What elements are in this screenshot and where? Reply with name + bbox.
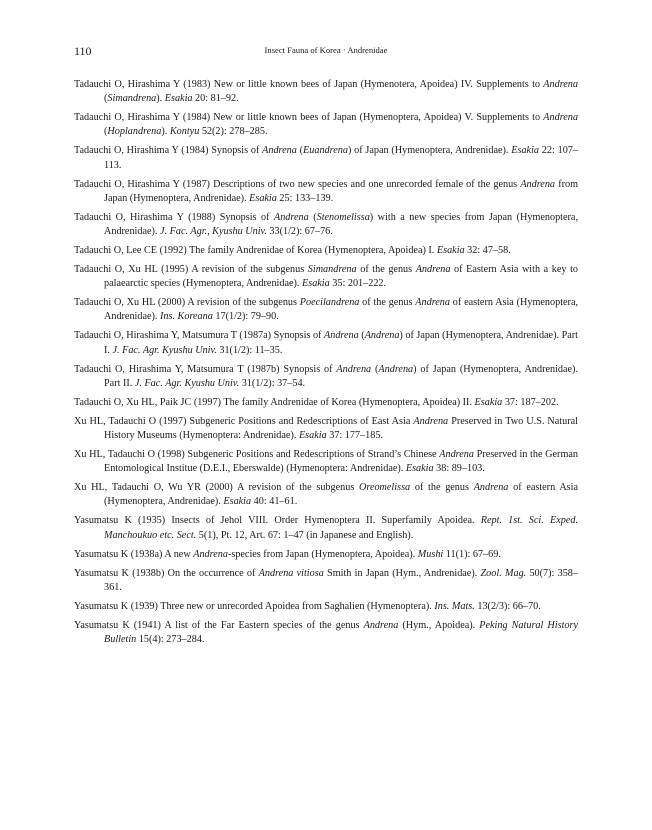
reference-italic-text: Andrena [543, 79, 578, 90]
reference-italic-text: Esakia [223, 496, 252, 508]
reference-text: of eastern Asia (Hymenoptera, Andrenidae). [104, 297, 579, 323]
reference-text: Xu HL, Tadauchi O (1997) Subgeneric Positions and Redescriptions of East Asia [74, 415, 414, 427]
reference-italic-text: Andrena [439, 449, 474, 461]
reference-text: Yasumatsu K (1939) Three new or unrecorded Apoidea from Saghalien (Hymenoptera). [74, 600, 435, 612]
reference-text: from Japan (Hymenoptera, Andrenidae). [104, 178, 578, 204]
page-number: 110 [74, 44, 92, 58]
reference-text: of Eastern Asia with a key to palaearctic species (Hymenoptera, Andrenidae). [104, 264, 578, 290]
reference-italic-text: Esakia [249, 192, 277, 204]
reference-text: Tadauchi O, Hirashima Y (1984) Synopsis of [74, 145, 263, 157]
reference-italic-text: Andrena [336, 363, 372, 375]
reference-text: 13(2/3): 66–70. [474, 600, 541, 612]
reference-entry [74, 144, 578, 172]
reference-italic-text: Simandrena [307, 264, 357, 276]
reference-italic-text: Andrena [363, 619, 399, 631]
reference-entry [74, 329, 578, 357]
reference-entry [74, 296, 578, 324]
reference-entry [74, 481, 578, 509]
reference-text: ( [296, 145, 304, 157]
reference-text: ). [161, 126, 170, 138]
reference-text: ) with a new species from Japan (Hymenoptera, Andrenidae). [104, 211, 578, 238]
reference-italic-text: Euandrena [303, 145, 348, 157]
reference-italic-text: Esakia [436, 245, 465, 257]
reference-italic-text: Oreomelissa [359, 482, 411, 494]
reference-italic-text: Andrena [520, 178, 556, 190]
reference-text: Tadauchi O, Hirashima Y (1984) New or little known bees of Japan (Hymenoptera, Apoidea) V. Supplements to [74, 112, 544, 124]
reference-text: 17(1/2): 79–90. [212, 311, 279, 323]
reference-text: 25: 133–139. [276, 192, 334, 204]
reference-text: of the genus [356, 264, 416, 276]
reference-italic-text: Kontyu [169, 126, 200, 138]
reference-italic-text: Mushi [417, 548, 444, 560]
reference-italic-text: Esakia [298, 430, 327, 442]
reference-italic-text: J. Fac. Agr., Kyushu Univ. [160, 226, 267, 238]
page-header [74, 44, 578, 60]
reference-text: Preserved in Two U.S. Natural History Museums (Hymenoptera: Andrenidae). [104, 415, 578, 442]
reference-entry [74, 211, 578, 239]
reference-italic-text: Andrena [364, 330, 400, 342]
reference-italic-text: Esakia [405, 463, 434, 475]
reference-entry [74, 178, 578, 206]
reference-text: (Hym., Apoidea). [398, 619, 480, 631]
reference-text: Tadauchi O, Hirashima Y, Matsumura T (1987a) Synopsis of [74, 330, 325, 342]
reference-text: 31(1/2): 37–54. [239, 377, 306, 389]
reference-text: Tadauchi O, Xu HL (1995) A revision of the subgenus [74, 264, 308, 276]
reference-text: 37: 177–185. [326, 430, 383, 442]
reference-italic-text: Peking Natural History Bulletin [104, 619, 578, 646]
reference-text: 20: 81–92. [192, 93, 239, 105]
reference-italic-text: Andrena [543, 112, 578, 124]
reference-text: -species from Japan (Hymenoptera, Apoidea). [227, 548, 418, 560]
reference-text: 32: 47–58. [464, 245, 511, 257]
reference-text: Tadauchi O, Lee CE (1992) The family Andrenidae of Korea (Hymenoptera, Apoidea) I. [74, 245, 437, 257]
reference-text: Tadauchi O, Xu HL (2000) A revision of the subgenus [74, 297, 300, 309]
reference-text: 52(2): 278–285. [199, 126, 268, 138]
reference-italic-text: Rept. 1st. Sci. Exped. Manchoukuo etc. Sect. [104, 515, 578, 541]
reference-entry [74, 263, 578, 291]
reference-italic-text: Simandrena [107, 93, 157, 105]
reference-text: of the genus [410, 482, 474, 494]
reference-text: 15(4): 273–284. [136, 634, 205, 646]
reference-entry [74, 78, 578, 106]
reference-italic-text: Andrena [378, 363, 414, 375]
reference-italic-text: Stenomelissa [316, 211, 370, 223]
reference-italic-text: Esakia [474, 396, 503, 408]
running-title: Insect Fauna of Korea · Andrenidae [264, 45, 388, 55]
reference-text: Tadauchi O, Xu HL, Paik JC (1997) The family Andrenidae of Korea (Hymenoptera, Apoidea) II. [74, 396, 475, 408]
reference-text: Yasumatsu K (1938b) On the occurrence of [74, 567, 259, 579]
reference-italic-text: Andrena [415, 297, 450, 309]
reference-italic-text: Hoplandrena [107, 126, 162, 138]
reference-text: Tadauchi O, Hirashima Y (1987) Descriptions of two new species and one unrecorded female of the genus [74, 178, 521, 190]
reference-list [74, 78, 578, 652]
reference-italic-text: Andrena vitiosa [258, 567, 324, 579]
reference-entry [74, 415, 578, 443]
reference-text: Tadauchi O, Hirashima Y (1983) New or little known bees of Japan (Hymenotera, Apoidea) IV. Supplements to [74, 79, 544, 90]
reference-text: 33(1/2): 67–76. [266, 226, 333, 238]
reference-entry [74, 548, 578, 562]
reference-italic-text: Andrena [324, 330, 359, 342]
reference-text: Yasumatsu K (1941) A list of the Far Eastern species of the genus [74, 619, 364, 631]
reference-entry [74, 448, 578, 476]
reference-text: ( [104, 126, 108, 138]
reference-text: Xu HL, Tadauchi O (1998) Subgeneric Positions and Redescriptions of Strand’s Chinese [74, 449, 440, 461]
reference-text: ( [308, 211, 317, 223]
reference-text: ( [358, 330, 365, 342]
reference-italic-text: Zool. Mag. [480, 567, 527, 579]
reference-text: Preserved in the German Entomological Institue (D.E.I., Eberswalde) (Hymenoptera: Andrenidae). [104, 449, 578, 475]
reference-text: ( [104, 93, 108, 105]
reference-text: ) of Japan (Hymenoptera, Andrenidae). [347, 145, 512, 157]
reference-italic-text: Ins. Mats. [434, 600, 475, 612]
reference-text: 37: 187–202. [502, 396, 559, 408]
reference-entry [74, 363, 578, 391]
reference-text: ) of Japan (Hymenoptera, Andrenidae). Part II. [104, 363, 578, 389]
reference-italic-text: Andrena [262, 145, 297, 157]
reference-italic-text: J. Fac. Agr. Kyushu Univ. [112, 344, 217, 356]
reference-entry [74, 111, 578, 139]
reference-text: ) of Japan (Hymenoptera, Andrenidae). Part I. [104, 330, 578, 356]
reference-text: Xu HL, Tadauchi O, Wu YR (2000) A revision of the subgenus [74, 482, 359, 494]
reference-text: Yasumatsu K (1938a) A new [74, 548, 194, 560]
reference-italic-text: Esakia [511, 145, 539, 157]
reference-italic-text: Andrena [473, 482, 509, 494]
reference-text: 35: 201–222. [329, 278, 387, 290]
reference-entry [74, 396, 578, 410]
reference-entry [74, 619, 578, 647]
reference-italic-text: Andrena [193, 548, 228, 560]
reference-text: 40: 41–61. [251, 496, 298, 508]
reference-text: of eastern Asia (Hymenoptera, Andrenidae). [104, 482, 578, 508]
reference-entry [74, 244, 578, 258]
reference-entry [74, 567, 578, 595]
reference-italic-text: J. Fac. Agr. Kyushu Univ. [134, 377, 240, 389]
reference-text: 31(1/2): 11–35. [216, 344, 283, 356]
reference-text: Smith in Japan (Hym., Andrenidae). [323, 567, 481, 579]
reference-text: 5(1), Pt. 12, Art. 67: 1–47 (in Japanese and English). [196, 529, 414, 541]
reference-text: Tadauchi O, Hirashima Y, Matsumura T (1987b) Synopsis of [74, 363, 337, 375]
reference-text: ). [156, 93, 165, 105]
reference-italic-text: Ins. Koreana [160, 311, 213, 323]
reference-italic-text: Poecilandrena [299, 297, 360, 309]
reference-text: 11(1): 67–69. [443, 548, 501, 560]
reference-italic-text: Andrena [413, 415, 449, 427]
reference-italic-text: Andrena [273, 211, 309, 223]
reference-text: Yasumatsu K (1935) Insects of Jehol VIII. Order Hymenoptera II. Superfamily Apoidea. [74, 515, 481, 527]
reference-text: of the genus [359, 297, 416, 309]
reference-entry [74, 514, 578, 542]
reference-text: 38: 89–103. [433, 463, 485, 475]
reference-italic-text: Esakia [164, 93, 193, 105]
reference-italic-text: Andrena [415, 264, 451, 276]
reference-text: Tadauchi O, Hirashima Y (1988) Synopsis of [74, 211, 274, 223]
reference-italic-text: Esakia [302, 278, 330, 290]
reference-text: 50(7): 358–361. [104, 567, 578, 593]
reference-text: 22: 107–113. [104, 145, 578, 171]
reference-text: ( [371, 363, 379, 375]
reference-entry [74, 600, 578, 614]
